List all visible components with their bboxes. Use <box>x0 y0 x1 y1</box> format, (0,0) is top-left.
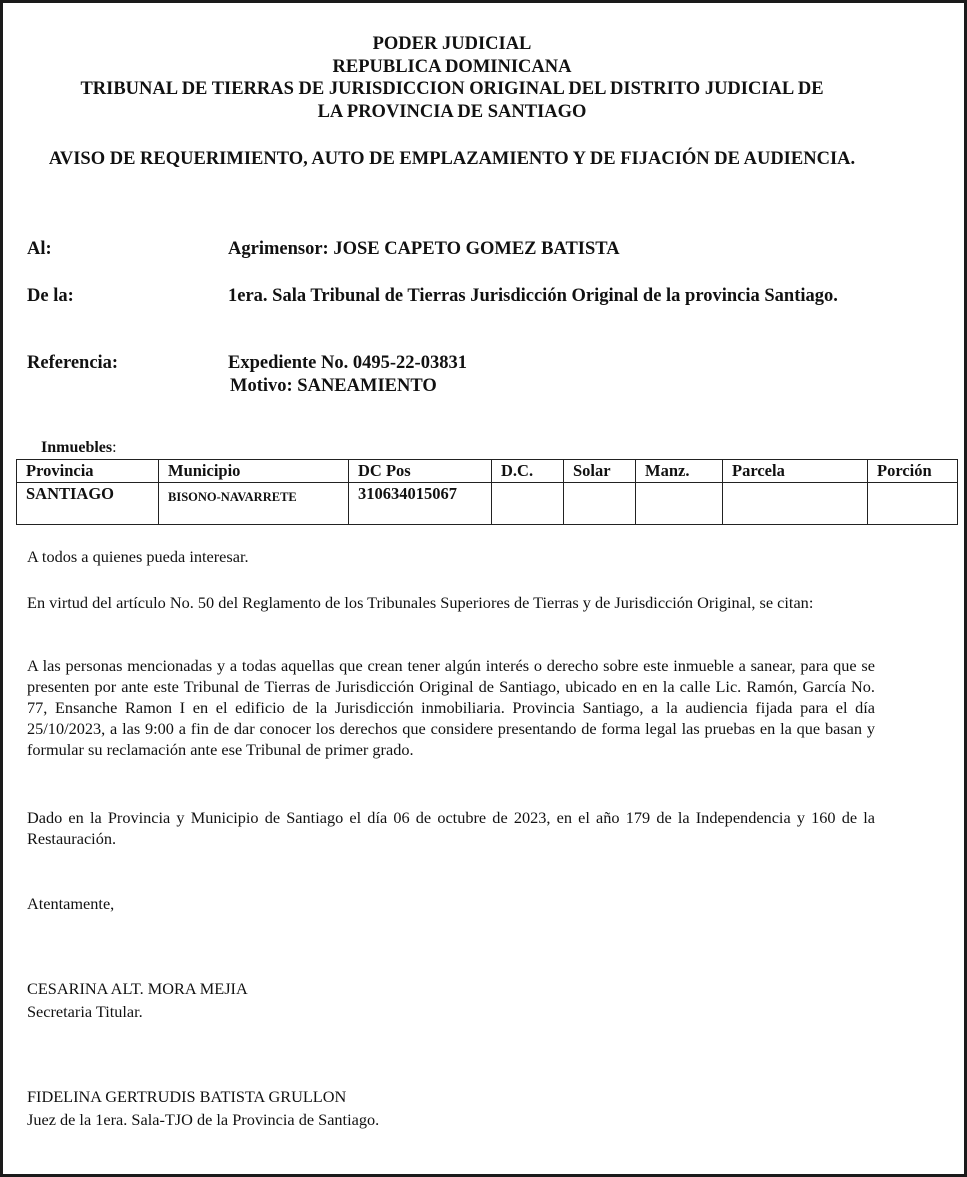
citation-paragraph: A las personas mencionadas y a todas aquellas que crean tener algún interés o derecho sobre este inmueble a sanear, para que se presenten por ante este Tribunal de Tierras de Jurisdicción Original de Santiago, ubicado en en la calle Lic. Ramón, García No. 77, Ensanche Ramon I en el edificio de la Jurisdicción inmobiliaria. Provincia Santiago, a la audiencia fijada para el día 25/10/2023, a las 9:00 a fin de dar conocer los derechos que considere presentando de forma legal las pruebas en la que basan y formular su reclamación ante ese Tribunal de primer grado. <box>27 656 875 759</box>
cell-solar <box>564 483 636 525</box>
signature-1-title: Secretaria Titular. <box>27 1002 143 1021</box>
table-row <box>17 483 958 525</box>
signature-1-name: CESARINA ALT. MORA MEJIA <box>27 979 248 998</box>
signature-2-title: Juez de la 1era. Sala-TJO de la Provincia de Santiago. <box>27 1110 380 1129</box>
header-line-tribunal: TRIBUNAL DE TIERRAS DE JURISDICCION ORIGINAL DEL DISTRITO JUDICIAL DE <box>80 79 824 99</box>
cell-manz <box>636 483 723 525</box>
col-header-dc: D.C. <box>492 460 564 483</box>
dated-paragraph: Dado en la Provincia y Municipio de Santiago el día 06 de octubre de 2023, en el año 179 de la Independencia y 160 de la Restauración. <box>27 808 875 848</box>
cell-parcela <box>723 483 868 525</box>
header-line-provincia: LA PROVINCIA DE SANTIAGO <box>317 101 587 122</box>
dela-label: De la: <box>27 286 74 306</box>
cell-dc-pos: 310634015067 <box>349 483 492 525</box>
document-title: AVISO DE REQUERIMIENTO, AUTO DE EMPLAZAMIENTO Y DE FIJACIÓN DE AUDIENCIA. <box>48 149 856 169</box>
document-header <box>27 33 877 123</box>
inmuebles-table <box>16 459 958 525</box>
closing-text: Atentamente, <box>27 894 115 913</box>
col-header-parcela: Parcela <box>723 460 868 483</box>
col-header-solar: Solar <box>564 460 636 483</box>
table-header-row <box>17 460 958 483</box>
al-value: Agrimensor: JOSE CAPETO GOMEZ BATISTA <box>228 239 620 259</box>
header-line-republica: REPUBLICA DOMINICANA <box>332 56 572 77</box>
inmuebles-label-colon: : <box>112 439 117 456</box>
cell-dc <box>492 483 564 525</box>
signature-2-name: FIDELINA GERTRUDIS BATISTA GRULLON <box>27 1087 347 1106</box>
col-header-dc-pos: DC Pos <box>349 460 492 483</box>
col-header-porcion: Porción <box>868 460 958 483</box>
header-line-poder-judicial: PODER JUDICIAL <box>372 34 532 54</box>
dela-value: 1era. Sala Tribunal de Tierras Jurisdicción Original de la provincia Santiago. <box>228 286 838 306</box>
referencia-label: Referencia: <box>27 353 119 373</box>
cell-municipio: BISONO-NAVARRETE <box>159 483 349 525</box>
inmuebles-label <box>41 439 117 457</box>
cell-porcion <box>868 483 958 525</box>
col-header-provincia: Provincia <box>17 460 159 483</box>
col-header-municipio: Municipio <box>159 460 349 483</box>
al-label: Al: <box>27 239 52 259</box>
col-header-manz: Manz. <box>636 460 723 483</box>
article-paragraph: En virtud del artículo No. 50 del Reglamento de los Tribunales Superiores de Tierras y de Jurisdicción Original, se citan: <box>27 593 814 612</box>
motivo-value: Motivo: SANEAMIENTO <box>230 376 437 396</box>
inmuebles-label-text: Inmuebles <box>41 439 113 456</box>
expediente-value: Expediente No. 0495-22-03831 <box>228 353 467 373</box>
greeting-text: A todos a quienes pueda interesar. <box>27 547 249 566</box>
cell-provincia: SANTIAGO <box>17 483 159 525</box>
